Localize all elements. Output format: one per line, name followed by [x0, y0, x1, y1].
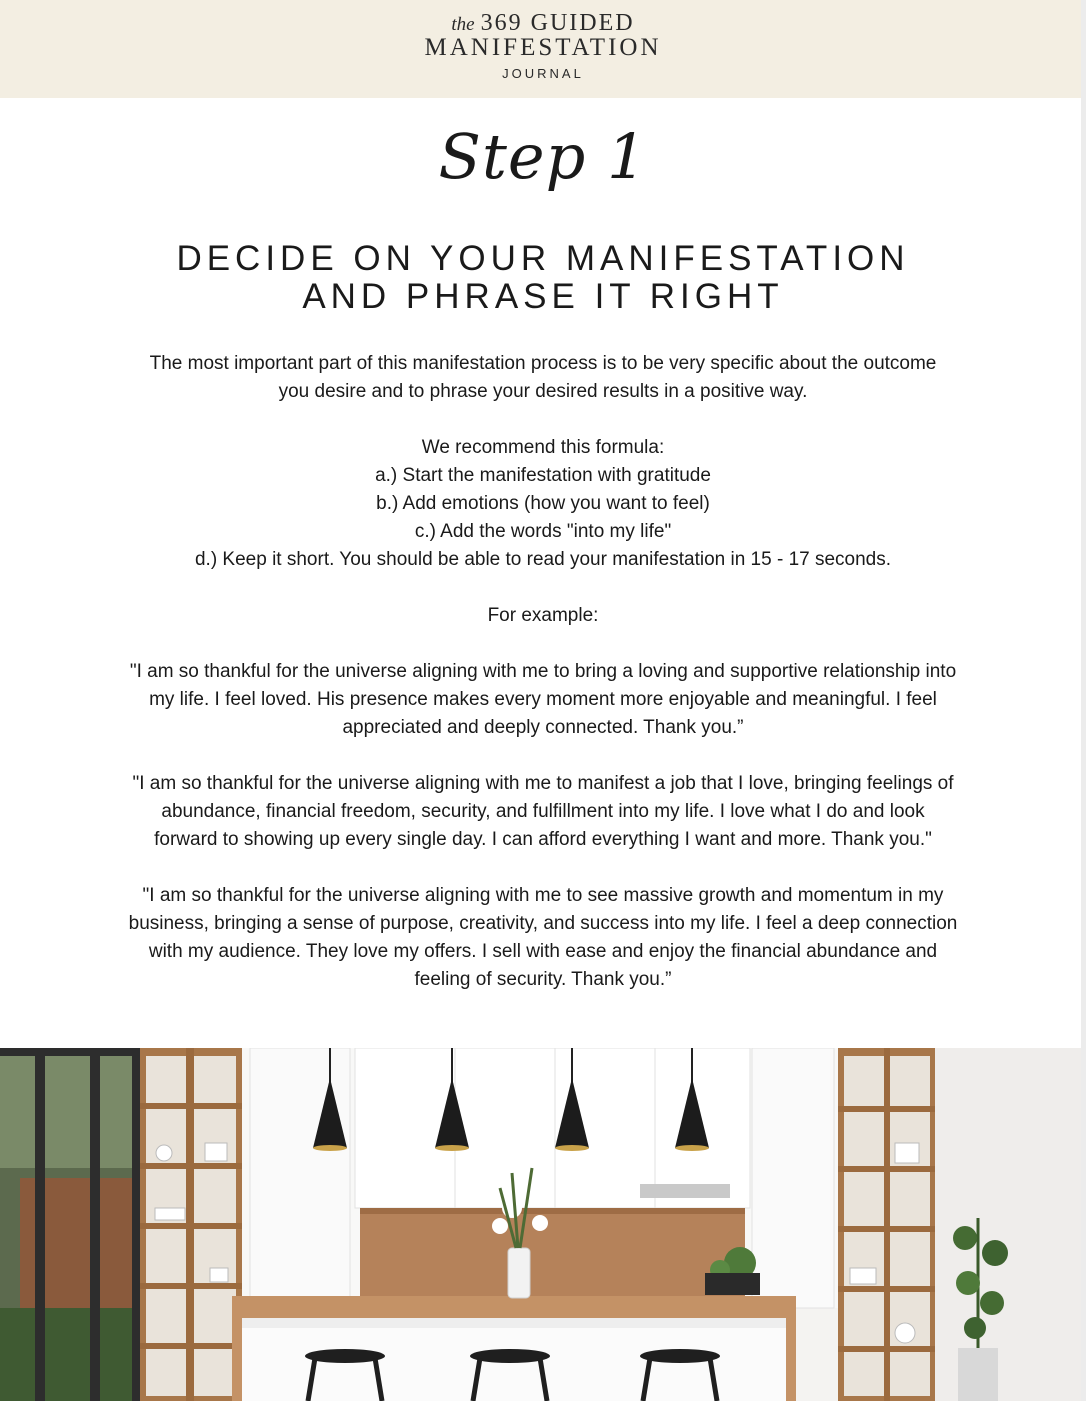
formula-item: a.) Start the manifestation with gratitude	[375, 465, 711, 486]
example-line: business, bringing a sense of purpose, creativity, and success into my life. I feel a deep connection	[128, 913, 958, 934]
brand-title-line2: MANIFESTATION	[424, 34, 662, 61]
kitchen-photo	[0, 1048, 1081, 1401]
intro-paragraph	[80, 350, 1006, 406]
example-line: appreciated and deeply connected. Thank you.”	[342, 717, 744, 738]
page-edge	[1081, 0, 1086, 1401]
brand-the: the	[451, 14, 475, 35]
brand-title-line1	[0, 10, 1086, 37]
formula-item: b.) Add emotions (how you want to feel)	[376, 493, 710, 514]
example-line: "I am so thankful for the universe aligning with me to manifest a job that I love, bringing feelings of	[132, 773, 954, 794]
formula-item: c.) Add the words "into my life"	[414, 521, 672, 542]
example-line: forward to showing up every single day. I can afford everything I want and more. Thank you."	[154, 829, 932, 850]
brand-title-369: 369 GUIDED	[480, 10, 635, 36]
example-label-text: For example:	[487, 605, 599, 626]
step-label: Step 1	[438, 120, 648, 193]
example-line: "I am so thankful for the universe aligning with me to bring a loving and supportive relationship into	[129, 661, 957, 682]
example-line: feeling of security. Thank you.”	[414, 969, 672, 990]
page-heading	[0, 240, 1086, 316]
formula-lead: We recommend this formula:	[421, 437, 665, 458]
example-line: "I am so thankful for the universe aligning with me to see massive growth and momentum in my	[142, 885, 944, 906]
intro-line: The most important part of this manifestation process is to be very specific about the outcome	[149, 353, 937, 374]
heading-line-2: AND PHRASE IT RIGHT	[302, 277, 784, 316]
example-label	[80, 602, 1006, 630]
formula-block	[80, 434, 1006, 574]
example-paragraph	[80, 882, 1006, 994]
intro-line: you desire and to phrase your desired results in a positive way.	[278, 381, 808, 402]
example-line: with my audience. They love my offers. I sell with ease and enjoy the financial abundance and	[148, 941, 938, 962]
body-text	[80, 350, 1006, 1022]
formula-item: d.) Keep it short. You should be able to read your manifestation in 15 - 17 seconds.	[194, 549, 892, 570]
example-paragraph	[80, 770, 1006, 854]
heading-line-1: DECIDE ON YOUR MANIFESTATION	[176, 239, 910, 278]
brand-subtitle: JOURNAL	[502, 66, 584, 81]
journal-header	[0, 0, 1086, 98]
example-line: my life. I feel loved. His presence makes every moment more enjoyable and meaningful. I feel	[149, 689, 937, 710]
example-line: abundance, financial freedom, security, and fulfillment into my life. I love what I do and look	[161, 801, 925, 822]
example-paragraph	[80, 658, 1006, 742]
